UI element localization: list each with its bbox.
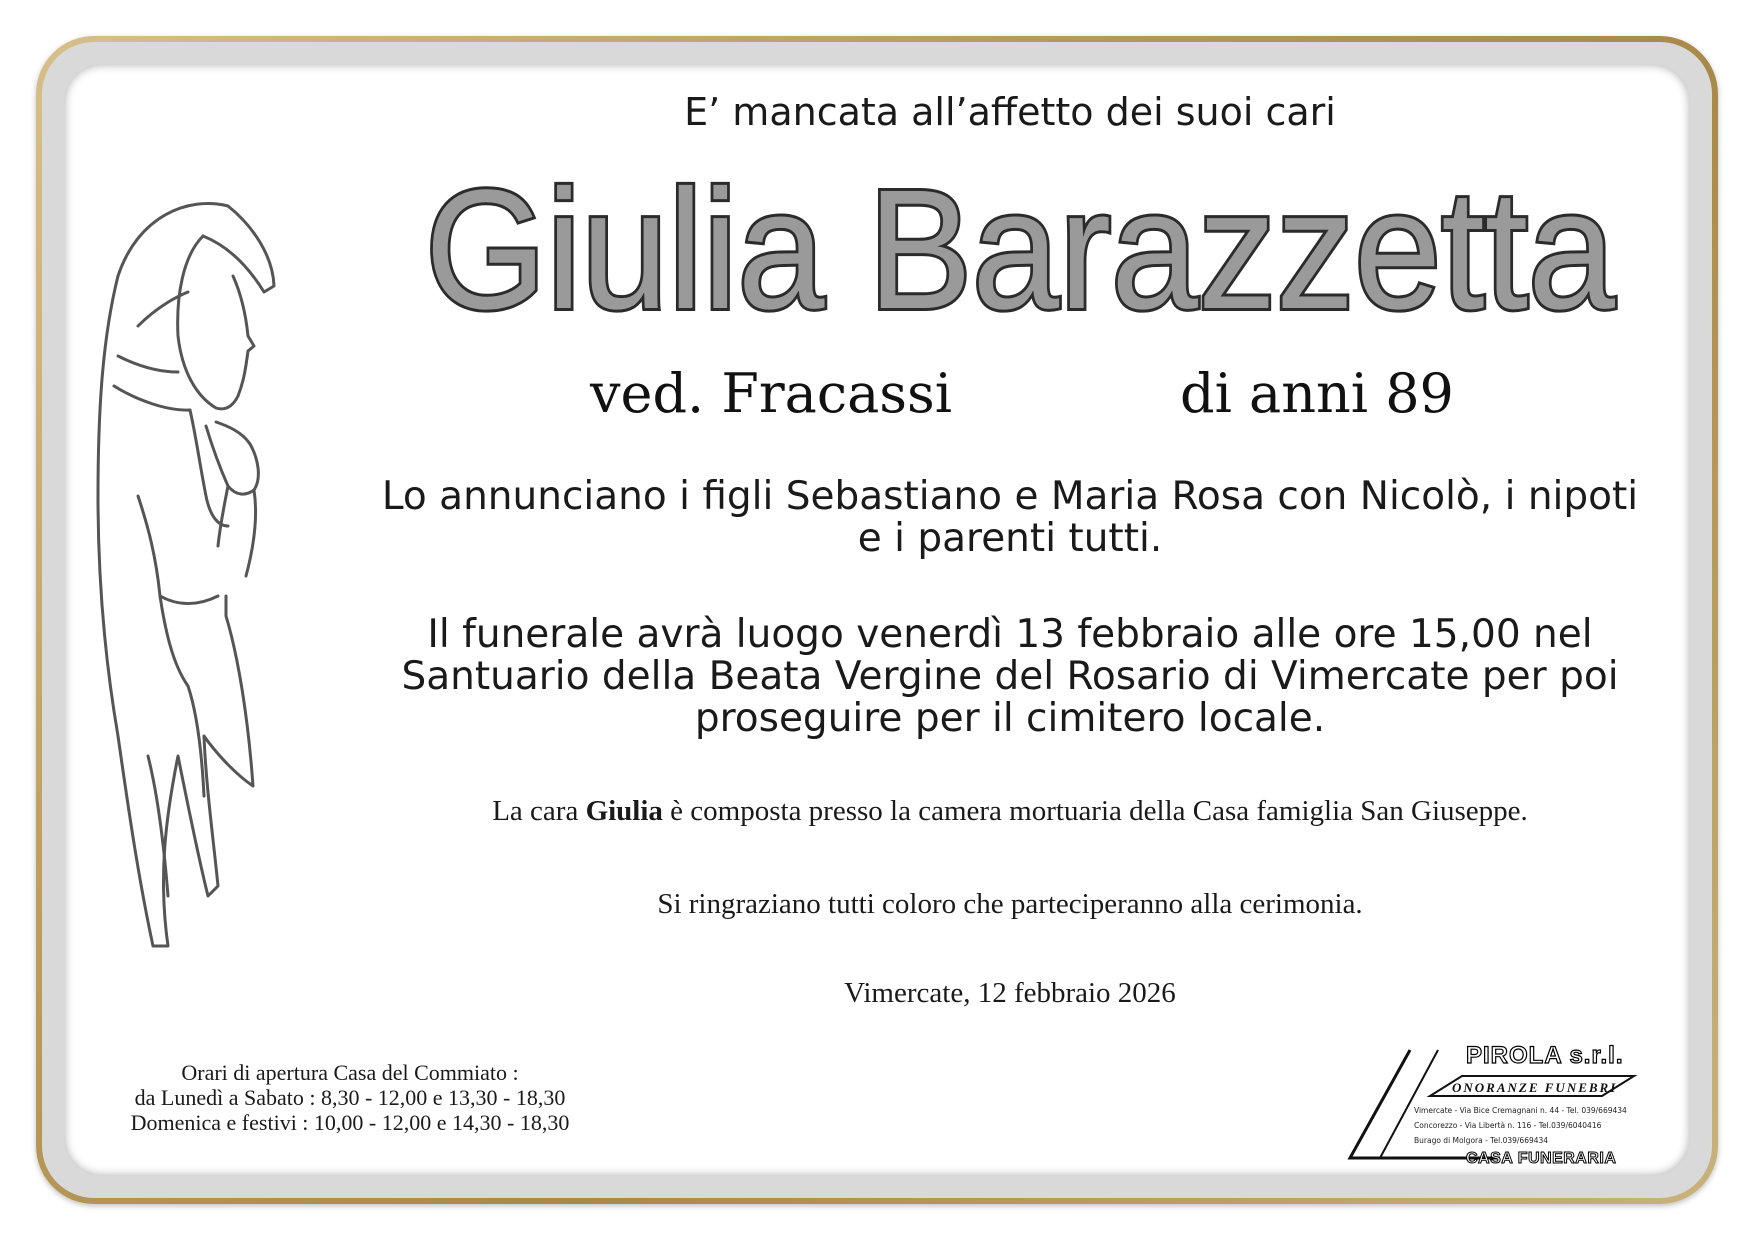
opening-hours bbox=[90, 1060, 610, 1135]
hours-holidays: Domenica e festivi : 10,00 - 12,00 e 14,30 - 18,30 bbox=[130, 1110, 570, 1135]
deceased-name-text: Giulia Barazzetta bbox=[425, 158, 1616, 338]
intro-line: E’ mancata all’affetto dei suoi cari bbox=[684, 90, 1336, 134]
logo-bottom-text: CASA FUNERARIA bbox=[1466, 1150, 1617, 1167]
logo-subtitle: ONORANZE FUNEBRI bbox=[1452, 1080, 1618, 1095]
viewing-suffix: è composta presso la camera mortuaria della Casa famiglia San Giuseppe. bbox=[662, 795, 1528, 827]
funeral-paragraph: Il funerale avrà luogo venerdì 13 febbraio alle ore 15,00 nel Santuario della Beata Vergine del Rosario di Vimercate per poi proseguire per il cimitero locale. bbox=[401, 612, 1619, 741]
viewing-prefix: La cara bbox=[492, 795, 586, 827]
deceased-name bbox=[420, 158, 1620, 338]
announcement-paragraph: Lo annunciano i figli Sebastiano e Maria Rosa con Nicolò, i nipoti e i parenti tutti. bbox=[381, 474, 1639, 561]
place-date: Vimercate, 12 febbraio 2026 bbox=[844, 977, 1176, 1009]
thanks-line: Si ringraziano tutti coloro che parteciperanno alla cerimonia. bbox=[657, 888, 1363, 920]
logo-address-2: Concorezzo - Via Libertà n. 116 - Tel.039/6040416 bbox=[1414, 1121, 1602, 1130]
logo-title: PIROLA s.r.l. bbox=[1466, 1042, 1624, 1069]
viewing-name: Giulia bbox=[585, 795, 663, 827]
logo-address-1: Vimercate - Via Bice Cremagnani n. 44 - Tel. 039/669434 bbox=[1414, 1106, 1627, 1115]
funeral-home-logo bbox=[1340, 1040, 1680, 1170]
widow-of: ved. Fracassi bbox=[590, 362, 952, 425]
hours-title: Orari di apertura Casa del Commiato : bbox=[181, 1060, 519, 1085]
viewing-line bbox=[380, 795, 1640, 828]
age: di anni 89 bbox=[1180, 362, 1454, 425]
logo-address-3: Burago di Molgora - Tel.039/669434 bbox=[1414, 1136, 1549, 1145]
hours-weekdays: da Lunedì a Sabato : 8,30 - 12,00 e 13,30 - 18,30 bbox=[134, 1085, 566, 1110]
praying-madonna-icon bbox=[78, 196, 278, 956]
